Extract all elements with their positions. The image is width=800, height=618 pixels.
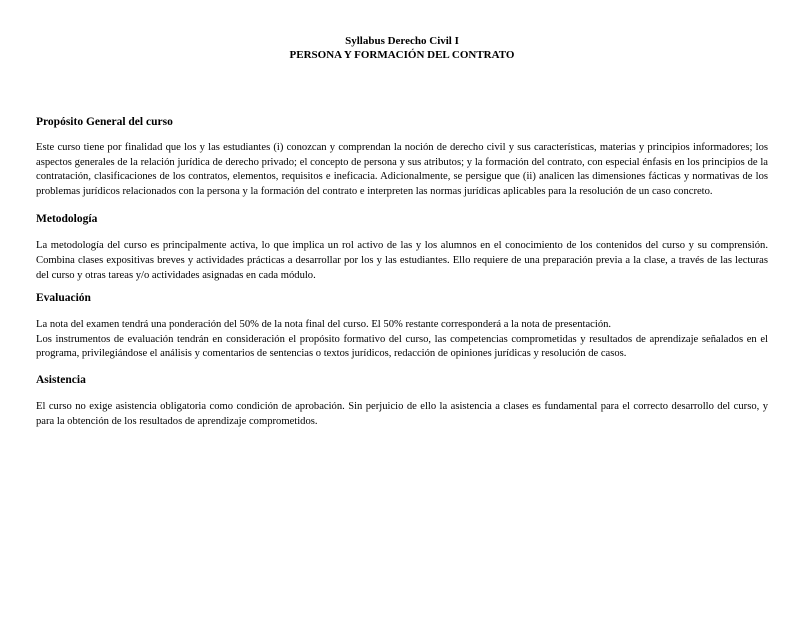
title-line-1: Syllabus Derecho Civil I	[345, 35, 459, 47]
evaluacion-line-1: La nota del examen tendrá una ponderación del 50% de la nota final del curso. El 50% restante corresponderá a la nota de presentación.	[36, 319, 612, 331]
evaluacion-line-2: Los instrumentos de evaluación tendrán en consideración el propósito formativo del curso, las competencias comprometidas y resultados de aprendizaje señalados en el programa, privilegiándose el análisis y comentarios de sentencias o textos jurídicos, redacción de opiniones jurídicas y resolución de casos.	[36, 333, 768, 360]
heading-metodologia: Metodología	[36, 213, 98, 226]
paragraph-asistencia: El curso no exige asistencia obligatoria como condición de aprobación. Sin perjuicio de ello la asistencia a clases es fundamental para el correcto desarrollo del curso, y para la obtención de los resultados de aprendizaje comprometidos.	[36, 400, 768, 427]
document-title	[36, 34, 768, 62]
heading-asistencia: Asistencia	[36, 373, 86, 386]
heading-proposito: Propósito General del curso	[36, 116, 173, 128]
paragraph-metodologia: La metodología del curso es principalmente activa, lo que implica un rol activo de las y los alumnos en el conocimiento de los contenidos del curso y su comprensión. Combina clases expositivas breves y actividades prácticas a desarrollar por los y las estudiantes. Ello requiere de una preparación previa a la clase, a través de las lecturas del curso y otras tareas y/o actividades asignadas en cada módulo.	[36, 240, 768, 281]
heading-evaluacion: Evaluación	[36, 292, 91, 305]
syllabus-page	[36, 34, 768, 429]
title-line-2: PERSONA Y FORMACIÓN DEL CONTRATO	[289, 49, 515, 61]
paragraph-evaluacion	[36, 318, 768, 362]
paragraph-proposito: Este curso tiene por finalidad que los y las estudiantes (i) conozcan y comprendan la noción de derecho civil y sus características, materias y principios informadores; los aspectos generales de la relación jurídica de derecho privado; el concepto de persona y sus atributos; y la formación del contrato, con especial énfasis en los principios de la contratación, clasificaciones de los contratos, elementos, requisitos e ineficacia. Adicionalmente, se persigue que (ii) analicen las dimensiones fácticas y normativas de los problemas jurídicos relacionados con la persona y la formación del contrato e interpreten las normas jurídicas aplicables para la resolución de un caso concreto.	[36, 142, 768, 197]
